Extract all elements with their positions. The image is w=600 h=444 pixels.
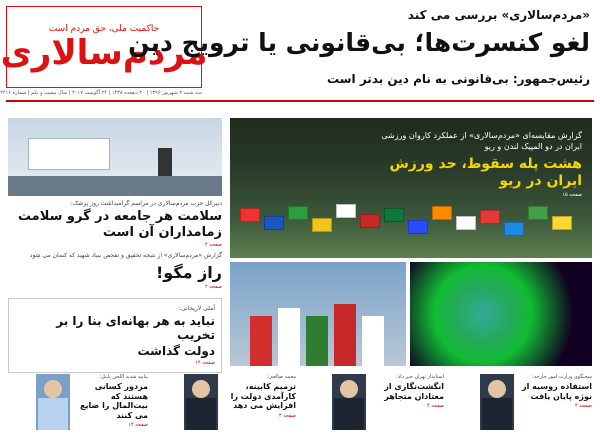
flag — [552, 216, 572, 230]
bottom-story-source: استاندار تهران خبر داد: — [396, 374, 444, 380]
flag — [360, 214, 380, 228]
flag — [264, 216, 284, 230]
flag — [528, 206, 548, 220]
head-shape — [340, 380, 358, 398]
person-photo — [36, 374, 70, 430]
person-photo — [480, 374, 514, 430]
bottom-story-source: سخنگوی وزارت امور خارجه: — [532, 374, 592, 380]
larijani-title-line2[interactable]: دولت گذاشت — [137, 344, 215, 359]
head-shape — [192, 380, 210, 398]
bottom-story-text — [370, 374, 444, 409]
flag — [384, 208, 404, 222]
headline-kicker: «مردم‌سالاری» بررسی می کند — [407, 8, 590, 22]
bottom-story-title[interactable]: استفاده روسیه از نوژه پایان یافت — [522, 382, 592, 401]
bottom-story-page: صفحه ۴ — [575, 403, 592, 410]
bottom-story-source: بیانیه شدید اللحن پاینل: — [99, 374, 148, 380]
bottom-story[interactable] — [36, 370, 148, 440]
olympics-caption-big[interactable]: هشت پله سقوط، حد ورزش ایران در ریو — [389, 156, 582, 190]
bottom-story-title[interactable]: ترمیم کابینه، کارآمدی دولت را افزایش می دهد — [230, 382, 296, 411]
flag-bearers — [230, 188, 592, 258]
doctors-day-meta: دبیرکل حزب مردم‌سالاری در مراسم گرامیداشت روز پزشک: — [70, 200, 222, 207]
masthead-info: سه شنبه ۲ شهریور ۱۳۹۶ | ۲۰ ذیقعده ۱۴۳۸ | ۲۴ آگوست ۲۰۱۷ | سال بیست و یکم | شماره ۴۴۱۶ — [0, 90, 202, 96]
flag — [432, 206, 452, 220]
flag — [240, 208, 260, 222]
bottom-story-text — [222, 374, 296, 419]
bottom-stories — [8, 370, 592, 440]
secret-story-lead: گزارش «مردم‌سالاری» از نتیجه تحقیق و تفحص بنیاد شهید که کنمان می شود — [29, 252, 222, 260]
flag — [480, 210, 500, 224]
person-photo — [184, 374, 218, 430]
doctors-day-page: صفحه ۴ — [205, 242, 222, 249]
bottom-story-page: صفحه ۱۴ — [128, 422, 148, 429]
bottom-story[interactable] — [480, 370, 592, 440]
larijani-box — [8, 298, 222, 373]
larijani-title-line1[interactable]: نباید به هر بهانه‌ای بنا را بر تخریب — [56, 314, 215, 343]
headline-main: لغو کنسرت‌ها؛ بی‌قانونی یا ترویج دین — [128, 28, 590, 57]
head-shape — [488, 380, 506, 398]
suit-shape — [334, 398, 364, 430]
speaker-figure — [158, 148, 172, 176]
flag — [288, 206, 308, 220]
suit-shape — [38, 398, 68, 430]
bottom-story-source: محمد صالحی: — [266, 374, 296, 380]
athlete-figure — [334, 304, 356, 366]
audience-area — [8, 176, 222, 196]
masthead-slogan: حاکمیت ملی، حق مردم است — [48, 24, 160, 34]
athlete-figure — [306, 316, 328, 366]
larijani-page: صفحه ۱۴ — [195, 360, 215, 367]
masthead-title: مردم‌سالاری — [0, 33, 208, 73]
larijani-source: آملی لاریجانی: — [178, 305, 215, 313]
doctors-day-photo — [8, 118, 222, 196]
left-column-stories — [8, 200, 222, 373]
olympics-caption-small: گزارش مقایسه‌ای «مردم‌سالاری» از عملکرد کاروان ورزشی ایران در دو المپیک لندن و ریو — [381, 131, 582, 152]
olympics-caption — [362, 130, 582, 198]
bottom-story-page: صفحه ۴ — [279, 412, 296, 419]
secret-story-title[interactable]: راز مگو! — [155, 263, 222, 283]
stage-screen — [28, 138, 110, 170]
person-photo — [332, 374, 366, 430]
head-shape — [44, 380, 62, 398]
suit-shape — [186, 398, 216, 430]
bottom-story-text — [74, 374, 148, 428]
athlete-figure — [278, 308, 300, 366]
flag — [336, 204, 356, 218]
olympics-caption-page: صفحه ۱۵ — [562, 191, 582, 198]
athlete-figure — [362, 316, 384, 366]
header-divider — [6, 100, 594, 102]
flag — [408, 220, 428, 234]
flag — [456, 216, 476, 230]
bottom-story-text — [518, 374, 592, 409]
headline-sub: رئیس‌جمهور: بی‌قانونی به نام دین بدتر است — [327, 72, 590, 86]
stadium-ceremony-photo — [410, 262, 592, 366]
bottom-story-page: صفحه ۴ — [427, 403, 444, 410]
secret-story-page: صفحه ۲ — [205, 284, 222, 291]
doctors-day-title[interactable]: سلامت هر جامعه در گرو سلامت زمامداران آن است — [17, 209, 222, 240]
olympics-athletes-photo — [230, 262, 406, 366]
athlete-figure — [250, 316, 272, 366]
olympics-main-photo — [230, 118, 592, 258]
bottom-story[interactable] — [332, 370, 444, 440]
bottom-story-title[interactable]: انگشت‌نگاری از معتادان متجاهر — [384, 382, 444, 401]
flag — [312, 218, 332, 232]
flag — [504, 222, 524, 236]
bottom-story[interactable] — [184, 370, 296, 440]
bottom-story-title[interactable]: مزدور کسانی هستند که بیت‌المال را ضایع می کنند — [80, 382, 148, 420]
suit-shape — [482, 398, 512, 430]
